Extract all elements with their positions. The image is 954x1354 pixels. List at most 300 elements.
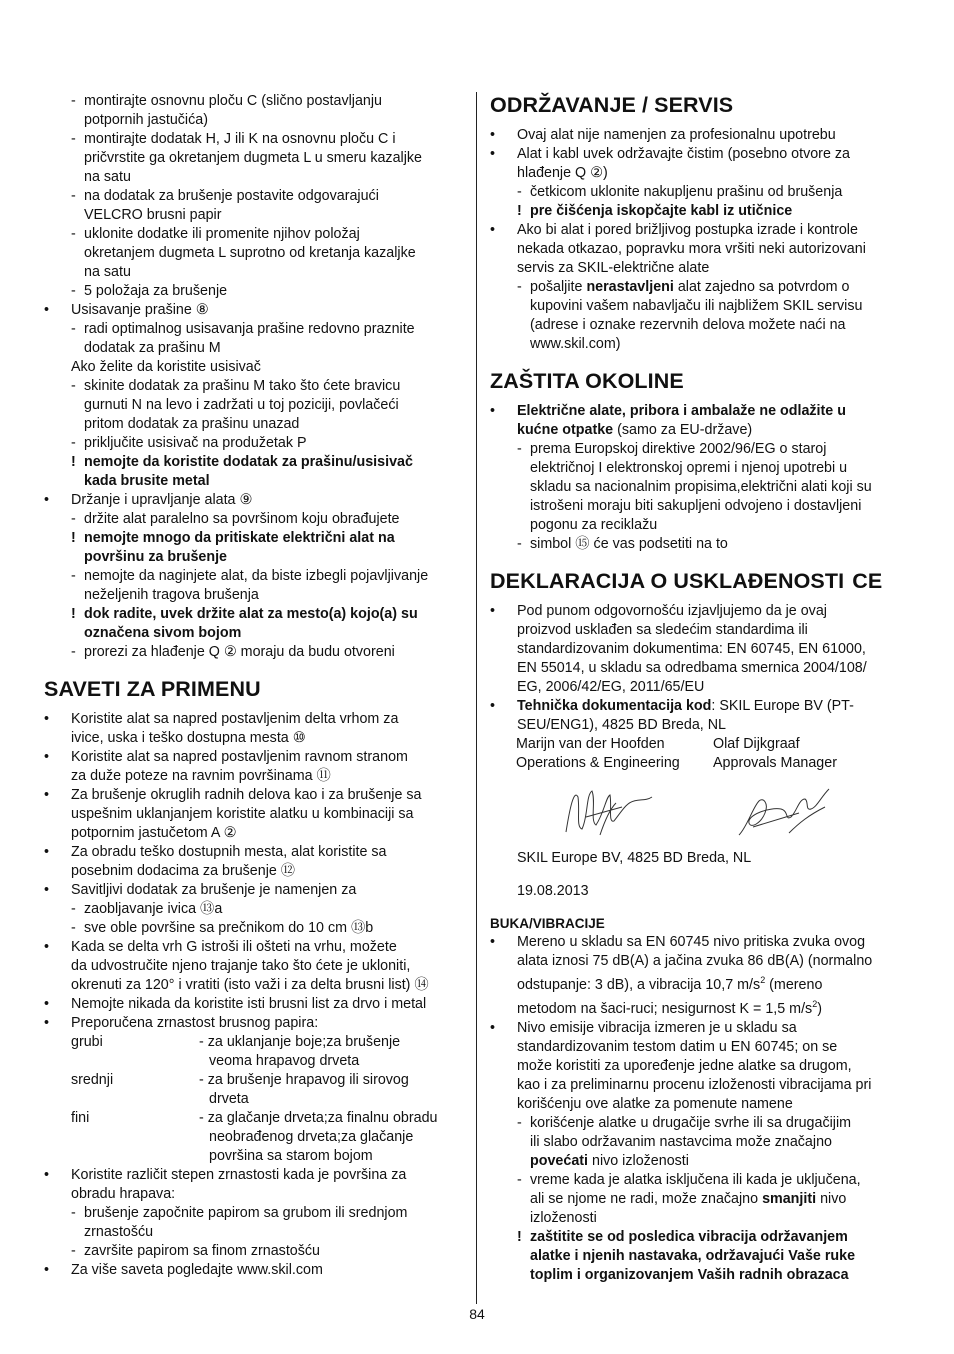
line-text: skladu sa nacionalnim propisima,električni alati koji su: [530, 479, 872, 495]
grit-dash: -: [199, 1034, 204, 1050]
text-line: [490, 933, 910, 952]
grit-row: [44, 1033, 464, 1052]
text-line: [490, 971, 910, 995]
text-line: [44, 415, 464, 434]
text-line: [44, 748, 464, 767]
line-text-bold: nemojte mnogo da pritiskate električni alat na: [84, 530, 395, 546]
text-line: [44, 130, 464, 149]
section-heading-text: SAVETI ZA PRIMENU: [44, 677, 261, 701]
line-text: ): [817, 1000, 822, 1017]
line-text: korišćenje alatke u drugačije svrhe ili sa drugačijim: [530, 1114, 852, 1131]
line-text: prema Europskoj direktive 2002/96/EG o staroj: [530, 441, 827, 457]
text-line: [44, 1261, 464, 1280]
bullet-marker: •: [490, 222, 496, 238]
line-text: 5 položaja za brušenje: [84, 283, 228, 299]
text-line: [44, 510, 464, 529]
line-text: zrnastošću: [84, 1224, 154, 1240]
line-text-bold: kada brusite metal: [84, 473, 210, 489]
text-line: [490, 1038, 910, 1057]
text-line: [490, 164, 910, 183]
line-text-bold: kućne otpatke: [517, 422, 614, 438]
bullet-marker: •: [44, 939, 50, 955]
text-line: [490, 145, 910, 164]
text-line: [490, 478, 910, 497]
line-text: hlađenje Q ②): [517, 165, 608, 181]
section-heading: [490, 92, 910, 118]
text-line: [490, 1247, 910, 1266]
text-line: [490, 602, 910, 621]
text-line: [490, 497, 910, 516]
dash-marker: -: [71, 901, 76, 917]
line-text-bold: zaštitite se od posledica vibracija održavanjem: [530, 1228, 848, 1245]
line-text: okretanjem dugmeta L suprotno od kretanja kazaljke: [84, 245, 416, 261]
signature-area: [516, 773, 713, 849]
signatory-name: Marijn van der Hoofden: [516, 736, 665, 752]
dash-marker: -: [71, 131, 76, 147]
bullet-marker: •: [44, 1262, 50, 1278]
line-text: Držanje i upravljanje alata ⑨: [71, 492, 253, 508]
line-text: na satu: [84, 264, 131, 280]
line-text: da udvostručite njeno trajanje tako što ćete je ukloniti,: [71, 958, 411, 974]
text-line: [490, 849, 910, 868]
text-line: [490, 1019, 910, 1038]
dash-marker: -: [71, 378, 76, 394]
line-text: Koristite alat sa napred postavljenim delta vrhom za: [71, 711, 399, 727]
grit-dash: -: [199, 1110, 204, 1126]
line-text: na dodatak za brušenje postavite odgovarajući: [84, 188, 379, 204]
text-line: [490, 459, 910, 478]
text-line: [44, 187, 464, 206]
grit-dash: -: [199, 1072, 204, 1088]
line-text: 19.08.2013: [517, 883, 589, 899]
warning-marker: !: [71, 530, 76, 546]
text-line: [490, 1133, 910, 1152]
line-text: Pod punom odgovornošću izjavljujemo da je ovaj: [517, 603, 827, 619]
line-text: EG, 2006/42/EG, 2011/65/EU: [517, 679, 705, 695]
text-line: [490, 421, 910, 440]
line-text: metodom na šaci-ruci; nesigurnost K = 1,5 m/s: [517, 1000, 813, 1017]
line-text: proizvod usklađen sa sledećim standardima ili: [517, 622, 808, 638]
text-line: [44, 586, 464, 605]
text-line: [44, 567, 464, 586]
text-line: [490, 440, 910, 459]
text-line: [44, 149, 464, 168]
line-text: (mereno: [765, 976, 823, 993]
text-line: [44, 786, 464, 805]
line-text: montirajte osnovnu ploču C (slično postavljanju: [84, 93, 383, 109]
line-text: (samo za EU-države): [613, 422, 753, 438]
text-line: [44, 396, 464, 415]
warning-marker: !: [517, 1228, 522, 1245]
line-text-bold: površinu za brušenje: [84, 549, 228, 565]
line-text-bold: nemojte da koristite dodatak za prašinu/usisivač: [84, 454, 413, 470]
dash-marker: -: [71, 644, 76, 660]
text-line: [490, 952, 910, 971]
bullet-marker: •: [490, 127, 496, 143]
line-text-bold: Tehnička dokumentacija kod: [517, 698, 712, 714]
line-text: ivice, uska i teško dostupna mesta ⑩: [71, 730, 306, 746]
line-text: pogonu za reciklažu: [530, 517, 658, 533]
line-text: Usisavanje prašine ⑧: [71, 302, 209, 318]
text-line: [490, 535, 910, 554]
grit-row-continued: [44, 1147, 464, 1166]
text-line: [44, 92, 464, 111]
column-divider: [476, 92, 477, 1304]
line-text: prorezi za hlađenje Q ② moraju da budu otvoreni: [84, 644, 395, 660]
text-line: [490, 126, 910, 145]
text-line: [44, 957, 464, 976]
line-text: nivo: [816, 1190, 847, 1207]
text-line: [490, 882, 910, 901]
line-text: za duže poteze na ravnim površinama ⑪: [71, 768, 331, 784]
dash-marker: -: [517, 1171, 522, 1188]
line-text-bold: pre čišćenja iskopčajte kabl iz utičnice: [530, 203, 793, 219]
warning-marker: !: [517, 203, 522, 219]
dash-marker: -: [71, 1243, 76, 1259]
text-line: [44, 767, 464, 786]
text-line: [490, 259, 910, 278]
line-text: SKIL Europe BV, 4825 BD Breda, NL: [517, 850, 752, 866]
text-line: [490, 297, 910, 316]
line-text: Savitljivi dodatak za brušenje je namenjen za: [71, 882, 357, 898]
text-line: [44, 339, 464, 358]
line-text: kupovini vašem nabavljaču ili najbližem SKIL servisu: [530, 298, 863, 314]
line-text: Alat i kabl uvek održavajte čistim (posebno otvore za: [517, 146, 850, 162]
superscript: 2: [760, 975, 766, 985]
text-line: [44, 976, 464, 995]
text-line: [490, 1266, 910, 1285]
grit-row: [44, 1109, 464, 1128]
text-line: [490, 202, 910, 221]
line-text: (adrese i oznake rezervnih delova možete naći na: [530, 317, 846, 333]
line-text: simbol ⑮ će vas podsetiti na to: [530, 536, 728, 552]
text-line: [44, 1166, 464, 1185]
line-text: Koristite različit stepen zrnastosti kada je površina za: [71, 1167, 407, 1183]
grit-label: fini: [71, 1110, 90, 1126]
text-line: [490, 1190, 910, 1209]
line-text: gurnuti N na levo i zadržati u toj poziciji, povlačeći: [84, 397, 399, 413]
line-text: skinite dodatak za prašinu M tako što ćete bravicu: [84, 378, 401, 394]
line-text-bold: povećati: [530, 1152, 589, 1169]
signature-image-1: [729, 777, 839, 847]
ce-mark-icon: CE: [852, 569, 883, 593]
dash-marker: -: [517, 1114, 522, 1131]
grit-description: za glačanje drveta;za finalnu obradu: [207, 1110, 438, 1126]
bullet-marker: •: [44, 996, 50, 1012]
text-line: [490, 678, 910, 697]
bullet-marker: •: [490, 1019, 496, 1036]
line-text: obradu hrapava:: [71, 1186, 176, 1202]
text-line: [490, 278, 910, 297]
line-text: ili slabo održavanim nastavcima može značajno: [530, 1133, 832, 1150]
section-heading-text: DEKLARACIJA O USKLAĐENOSTI: [490, 569, 845, 593]
line-text: uspešnim uklanjanjem koristite alatku u kombinaciji sa: [71, 806, 414, 822]
line-text-bold: Električne alate, pribora i ambalaže ne odlažite u: [517, 403, 846, 419]
left-column: [44, 92, 464, 1280]
text-line: [44, 900, 464, 919]
line-text: : SKIL Europe BV (PT-: [711, 698, 854, 714]
line-text: zaobljavanje ivica ⑬a: [84, 901, 223, 917]
dash-marker: -: [71, 188, 76, 204]
line-text: posebnim dodacima za brušenje ⑫: [71, 863, 296, 879]
grit-label: grubi: [71, 1034, 103, 1050]
line-text: pričvrstite ga okretanjem dugmeta L u smeru kazaljke: [84, 150, 422, 166]
line-text: Nemojte nikada da koristite isti brusni list za drvo i metal: [71, 996, 427, 1012]
text-line: [44, 358, 464, 377]
line-text: kao i za preliminarnu procenu izloženosti vibracijama pri: [517, 1076, 872, 1093]
text-line: [44, 244, 464, 263]
bullet-marker: •: [44, 492, 50, 508]
text-line: [490, 1209, 910, 1228]
text-line: [44, 453, 464, 472]
section-heading: [490, 368, 910, 394]
dash-marker: -: [71, 321, 76, 337]
text-line: [490, 716, 910, 735]
text-line: [44, 643, 464, 662]
line-text: završite papirom sa finom zrnastošću: [84, 1243, 320, 1259]
bullet-marker: •: [44, 1167, 50, 1183]
section-heading: [44, 676, 464, 702]
spacer: [490, 868, 910, 882]
text-line: [44, 282, 464, 301]
text-line: [44, 938, 464, 957]
text-line: [490, 995, 910, 1019]
grit-row: [44, 1071, 464, 1090]
line-text: vreme kada je alatka isključena ili kada je uključena,: [530, 1171, 861, 1188]
bullet-marker: •: [44, 882, 50, 898]
line-text: Za obradu teško dostupnih mesta, alat koristite sa: [71, 844, 387, 860]
text-line: [44, 729, 464, 748]
line-text: neželjenih tragova brušenja: [84, 587, 259, 603]
line-text: okrenuti za 120° i vratiti (isto važi i za delta brusni list) ⑭: [71, 977, 429, 993]
bullet-marker: •: [44, 844, 50, 860]
line-text: četkicom uklonite nakupljenu prašinu od brušenja: [530, 184, 843, 200]
line-text: nivo izloženosti: [588, 1152, 689, 1169]
grit-description: veoma hrapavog drveta: [209, 1053, 360, 1069]
superscript: 2: [812, 998, 818, 1009]
line-text: električnoj I elektronskoj opremi i njenoj upotrebi u: [530, 460, 848, 476]
grit-label: srednji: [71, 1072, 114, 1088]
line-text: standardizovanim testom datim u EN 60745; on se: [517, 1038, 838, 1055]
line-text: potpornim jastučetom A ②: [71, 825, 237, 841]
signatory-name: Olaf Dijkgraaf: [713, 736, 800, 752]
line-text: SEU/ENG1), 4825 BD Breda, NL: [517, 717, 726, 733]
grit-description: površina sa starom bojom: [209, 1148, 373, 1164]
line-text: Ako želite da koristite usisivač: [71, 359, 261, 375]
grit-description: drveta: [209, 1091, 249, 1107]
page-number: 84: [469, 1306, 485, 1322]
text-line: [490, 1076, 910, 1095]
dash-marker: -: [71, 568, 76, 584]
text-line: [490, 183, 910, 202]
text-line: [490, 316, 910, 335]
text-line: [490, 621, 910, 640]
grit-row-continued: [44, 1052, 464, 1071]
line-text: pritom dodatak za prašinu unazad: [84, 416, 300, 432]
text-line: [490, 240, 910, 259]
text-line: [490, 402, 910, 421]
text-line: [490, 1228, 910, 1247]
text-line: [490, 1171, 910, 1190]
text-line: [44, 919, 464, 938]
line-text-bold: dok radite, uvek držite alat za mesto(a) kojo(a) su: [84, 606, 418, 622]
line-text-bold: označena sivom bojom: [84, 625, 242, 641]
text-line: [490, 221, 910, 240]
text-line: [490, 640, 910, 659]
text-line: [44, 710, 464, 729]
line-text: potpornih jastučića): [84, 112, 208, 128]
signature-image-0: [556, 777, 666, 847]
grit-row-continued: [44, 1128, 464, 1147]
line-text: nemojte da naginjete alat, da biste izbegli pojavljivanje: [84, 568, 429, 584]
section-heading-text: ZAŠTITA OKOLINE: [490, 369, 684, 393]
text-line: [490, 659, 910, 678]
dash-marker: -: [71, 283, 76, 299]
dash-marker: -: [517, 441, 522, 457]
line-text: držite alat paralelno sa površinom koju obrađujete: [84, 511, 400, 527]
signatory: [516, 735, 713, 849]
line-text: standardizovanim dokumentima: EN 60745, EN 61000,: [517, 641, 866, 657]
text-line: [44, 881, 464, 900]
line-text-bold: alatke i njenih nastavaka, održavajući Vaše ruke: [530, 1247, 856, 1264]
text-line: [44, 1223, 464, 1242]
text-line: [44, 805, 464, 824]
line-text: priključite usisivač na produžetak P: [84, 435, 307, 451]
text-line: [44, 862, 464, 881]
bullet-marker: •: [490, 603, 496, 619]
dash-marker: -: [71, 93, 76, 109]
line-text: dodatak za prašinu M: [84, 340, 221, 356]
text-line: [44, 263, 464, 282]
line-text: Ovaj alat nije namenjen za profesionalnu upotrebu: [517, 127, 836, 143]
text-line: [44, 434, 464, 453]
text-line: [490, 1057, 910, 1076]
line-text: alata iznosi 75 dB(A) a jačina zvuka 86 dB(A) (normalno: [517, 953, 873, 969]
bullet-marker: •: [490, 403, 496, 419]
line-text: brušenje započnite papirom sa grubom ili srednjom: [84, 1205, 408, 1221]
text-line: [44, 843, 464, 862]
line-text: može koristiti za upoređenje jedne alatke sa drugom,: [517, 1057, 852, 1074]
section-heading: [490, 568, 910, 594]
section-heading-text: ODRŽAVANJE / SERVIS: [490, 93, 734, 117]
dash-marker: -: [71, 920, 76, 936]
dash-marker: -: [71, 226, 76, 242]
dash-marker: -: [517, 184, 522, 200]
line-text: Za brušenje okruglih radnih delova kao i za brušenje sa: [71, 787, 422, 803]
bullet-marker: •: [490, 146, 496, 162]
line-text: montirajte dodatak H, J ili K na osnovnu ploču C i: [84, 131, 396, 147]
text-line: [44, 824, 464, 843]
text-line: [490, 1114, 910, 1133]
dash-marker: -: [517, 536, 522, 552]
line-text: Za više saveta pogledajte www.skil.com: [71, 1262, 323, 1278]
dash-marker: -: [71, 1205, 76, 1221]
line-text: Kada se delta vrh G istroši ili ošteti na vrhu, možete: [71, 939, 397, 955]
line-text-bold: smanjiti: [762, 1190, 817, 1207]
line-text: Koristite alat sa napred postavljenim ravnom stranom: [71, 749, 408, 765]
text-line: [44, 1185, 464, 1204]
line-text: nekada otkazao, popravku mora vršiti neki autorizovani: [517, 241, 866, 257]
text-line: [44, 111, 464, 130]
line-text: Nivo emisije vibracija izmeren je u skladu sa: [517, 1019, 797, 1036]
text-line: [44, 301, 464, 320]
text-line: [44, 225, 464, 244]
line-text: VELCRO brusni papir: [84, 207, 222, 223]
line-text: Mereno u skladu sa EN 60745 nivo pritiska zvuka ovog: [517, 934, 866, 950]
line-text: www.skil.com): [530, 336, 621, 352]
text-line: [44, 168, 464, 187]
grit-description: za brušenje hrapavog ili sirovog: [207, 1072, 409, 1088]
dash-marker: -: [71, 511, 76, 527]
warning-marker: !: [71, 454, 76, 470]
signatory-title: Operations & Engineering: [516, 755, 680, 771]
text-line: [44, 995, 464, 1014]
dash-marker: -: [71, 435, 76, 451]
text-line: [44, 491, 464, 510]
bullet-marker: •: [44, 711, 50, 727]
bullet-marker: •: [44, 749, 50, 765]
right-column: [490, 92, 910, 1285]
warning-marker: !: [71, 606, 76, 622]
signature-block: [516, 735, 910, 849]
line-text: izloženosti: [530, 1209, 597, 1226]
line-text: uklonite dodatke ili promenite njihov položaj: [84, 226, 360, 242]
text-line: [44, 1204, 464, 1223]
line-text: korišćenju ove alatke za pomenute namene: [517, 1095, 793, 1112]
text-line: [490, 335, 910, 354]
line-text-bold: toplim i organizovanjem Vaših radnih obrazaca: [530, 1266, 849, 1283]
line-text: alat zajedno sa potvrdom o: [673, 279, 850, 295]
line-text: Ako bi alat i pored brižljivog postupka izrade i kontrole: [517, 222, 858, 238]
text-line: [44, 605, 464, 624]
text-line: [44, 377, 464, 396]
text-line: [44, 206, 464, 225]
text-line: [44, 320, 464, 339]
text-line: [490, 697, 910, 716]
grit-description: neobrađenog drveta;za glačanje: [209, 1129, 414, 1145]
line-text: sve oble površine sa prečnikom do 10 cm ⑬b: [84, 920, 374, 936]
line-text: radi optimalnog usisavanja prašine redovno praznite: [84, 321, 415, 337]
bullet-marker: •: [44, 787, 50, 803]
text-line: [490, 1152, 910, 1171]
grit-row-continued: [44, 1090, 464, 1109]
line-text: ali se njome ne radi, može značajno: [530, 1190, 763, 1207]
line-text: pošaljite: [530, 279, 587, 295]
line-text-bold: nerastavljeni: [586, 279, 674, 295]
bullet-marker: •: [490, 934, 496, 950]
text-line: [44, 472, 464, 491]
signature-area: [713, 773, 910, 849]
text-line: [44, 529, 464, 548]
text-line: [490, 1095, 910, 1114]
line-text: Preporučena zrnastost brusnog papira:: [71, 1015, 319, 1031]
signatory-title: Approvals Manager: [713, 755, 837, 771]
bullet-marker: •: [44, 302, 50, 318]
line-text: odstupanje: 3 dB), a vibracija 10,7 m/s: [517, 976, 761, 993]
dash-marker: -: [517, 279, 522, 295]
line-text: servis za SKIL-električne alate: [517, 260, 710, 276]
signatory: [713, 735, 910, 849]
bullet-marker: •: [44, 1015, 50, 1031]
line-text: istrošeni moraju biti sakupljeni odvojeno i dostavljeni: [530, 498, 862, 514]
text-line: [44, 624, 464, 643]
text-line: [490, 516, 910, 535]
text-line: [44, 1242, 464, 1261]
text-line: [44, 1014, 464, 1033]
grit-description: za uklanjanje boje;za brušenje: [207, 1034, 401, 1050]
line-text: na satu: [84, 169, 131, 185]
subsection-heading: BUKA/VIBRACIJE: [490, 916, 605, 931]
